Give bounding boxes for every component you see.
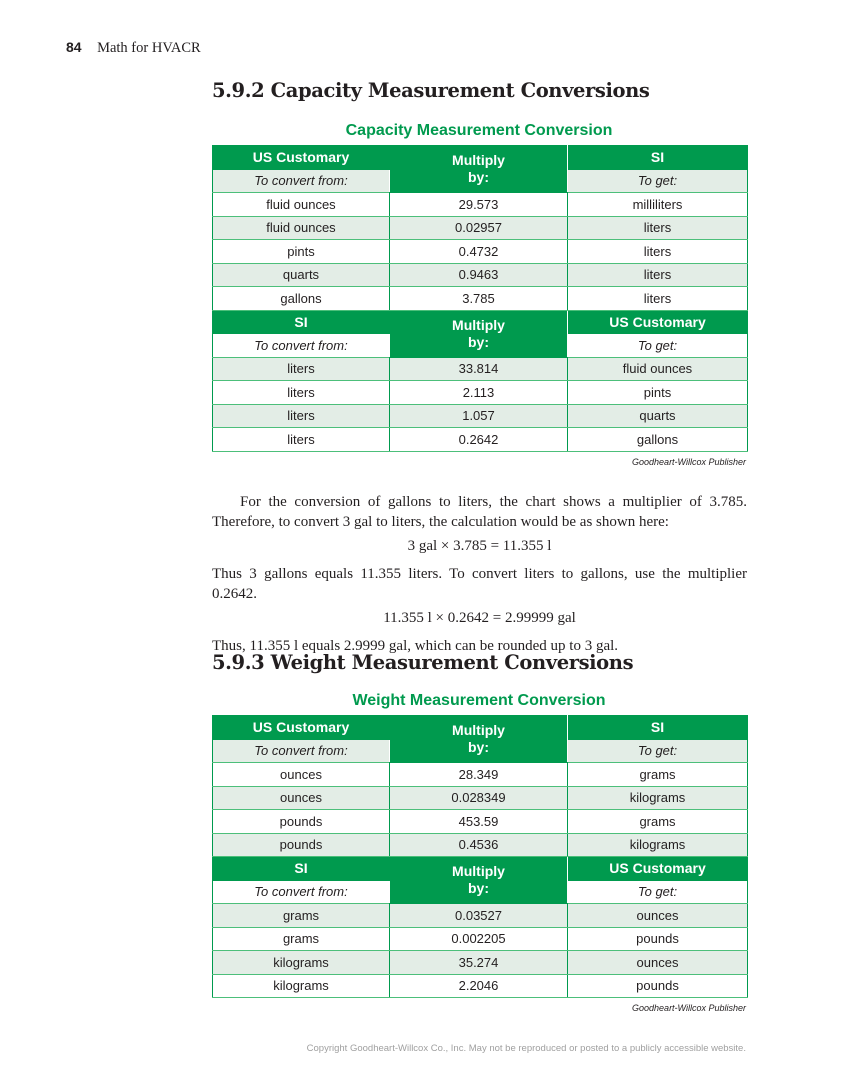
body-text [212,492,747,656]
copyright-footer: Copyright Goodheart-Willcox Co., Inc. May not be reproduced or posted to a publicly accessible website. [306,1043,746,1054]
table-row [213,216,748,240]
table-row [213,263,748,287]
cell-from: kilograms [213,951,390,975]
col-header-multiply: Multiply by: [390,310,568,357]
cell-from: fluid ounces [213,216,390,240]
equation: 3 gal × 3.785 = 11.355 l [407,538,552,554]
subheader-to: To get: [568,880,748,904]
cell-to: pints [568,381,748,405]
table-row [213,357,748,381]
cell-from: pints [213,240,390,264]
cell-factor: 0.002205 [390,927,568,951]
capacity-conversion-table [212,145,748,452]
table-row [213,927,748,951]
book-title: Math for HVACR [97,40,201,56]
cell-to: ounces [568,904,748,928]
cell-from: liters [213,428,390,452]
subheader-from: To convert from: [213,880,390,904]
table-row [213,428,748,452]
section-heading-capacity: 5.9.2 Capacity Measurement Conversions [212,79,650,102]
cell-to: grams [568,810,748,834]
cell-from: ounces [213,786,390,810]
cell-factor: 0.4732 [390,240,568,264]
cell-factor: 28.349 [390,763,568,787]
table-header-row [213,146,748,170]
cell-factor: 2.113 [390,381,568,405]
table-row [213,404,748,428]
table-caption-weight: Weight Measurement Conversion [352,692,606,709]
table-credit: Goodheart-Willcox Publisher [632,1003,746,1013]
cell-from: ounces [213,763,390,787]
col-header-to: SI [568,716,748,740]
cell-from: liters [213,404,390,428]
subheader-from: To convert from: [213,169,390,193]
cell-factor: 0.03527 [390,904,568,928]
cell-to: liters [568,240,748,264]
cell-from: liters [213,357,390,381]
table-row [213,810,748,834]
equation: 11.355 l × 0.2642 = 2.99999 gal [383,610,576,626]
table-row [213,951,748,975]
table-row [213,974,748,998]
table-row [213,763,748,787]
table-row [213,833,748,857]
cell-from: quarts [213,263,390,287]
cell-to: kilograms [568,833,748,857]
col-header-from: US Customary [213,146,390,170]
col-header-from: SI [213,857,390,881]
cell-factor: 29.573 [390,193,568,217]
cell-to: liters [568,216,748,240]
col-header-to: US Customary [568,310,748,334]
table-header-row [213,716,748,740]
cell-factor: 0.028349 [390,786,568,810]
cell-factor: 35.274 [390,951,568,975]
col-header-multiply: Multiply by: [390,857,568,904]
cell-factor: 1.057 [390,404,568,428]
cell-to: pounds [568,927,748,951]
cell-to: kilograms [568,786,748,810]
subheader-from: To convert from: [213,334,390,358]
table-row [213,240,748,264]
cell-factor: 0.4536 [390,833,568,857]
subheader-to: To get: [568,169,748,193]
paragraph: For the conversion of gallons to liters, the chart shows a multiplier of 3.785. Therefore, to convert 3 gal to liters, the calculation would be as shown here: [212,494,747,530]
subheader-to: To get: [568,739,748,763]
cell-from: liters [213,381,390,405]
cell-factor: 0.9463 [390,263,568,287]
table-header-row [213,310,748,334]
col-header-multiply: Multiply by: [390,146,568,193]
cell-from: gallons [213,287,390,311]
cell-to: ounces [568,951,748,975]
page-number: 84 [66,39,82,55]
subheader-to: To get: [568,334,748,358]
section-heading-weight: 5.9.3 Weight Measurement Conversions [212,651,634,674]
cell-from: grams [213,904,390,928]
cell-to: fluid ounces [568,357,748,381]
cell-to: liters [568,287,748,311]
cell-from: grams [213,927,390,951]
cell-from: kilograms [213,974,390,998]
col-header-to: US Customary [568,857,748,881]
col-header-to: SI [568,146,748,170]
paragraph: Thus, 11.355 l equals 2.9999 gal, which can be rounded up to 3 gal. [212,638,619,654]
table-row [213,193,748,217]
table-row [213,786,748,810]
table-caption-capacity: Capacity Measurement Conversion [345,122,613,139]
cell-factor: 0.02957 [390,216,568,240]
cell-factor: 33.814 [390,357,568,381]
cell-to: gallons [568,428,748,452]
cell-to: quarts [568,404,748,428]
subheader-from: To convert from: [213,739,390,763]
col-header-from: US Customary [213,716,390,740]
cell-to: pounds [568,974,748,998]
table-credit: Goodheart-Willcox Publisher [632,457,746,467]
cell-to: grams [568,763,748,787]
cell-from: pounds [213,833,390,857]
cell-factor: 2.2046 [390,974,568,998]
cell-from: fluid ounces [213,193,390,217]
running-head [66,39,201,57]
table-header-row [213,857,748,881]
col-header-from: SI [213,310,390,334]
cell-factor: 453.59 [390,810,568,834]
table-row [213,381,748,405]
cell-factor: 0.2642 [390,428,568,452]
cell-factor: 3.785 [390,287,568,311]
col-header-multiply: Multiply by: [390,716,568,763]
weight-conversion-table [212,715,748,998]
cell-to: milliliters [568,193,748,217]
table-row [213,287,748,311]
table-row [213,904,748,928]
cell-from: pounds [213,810,390,834]
cell-to: liters [568,263,748,287]
paragraph: Thus 3 gallons equals 11.355 liters. To convert liters to gallons, use the multiplier 0.2642. [212,566,747,602]
